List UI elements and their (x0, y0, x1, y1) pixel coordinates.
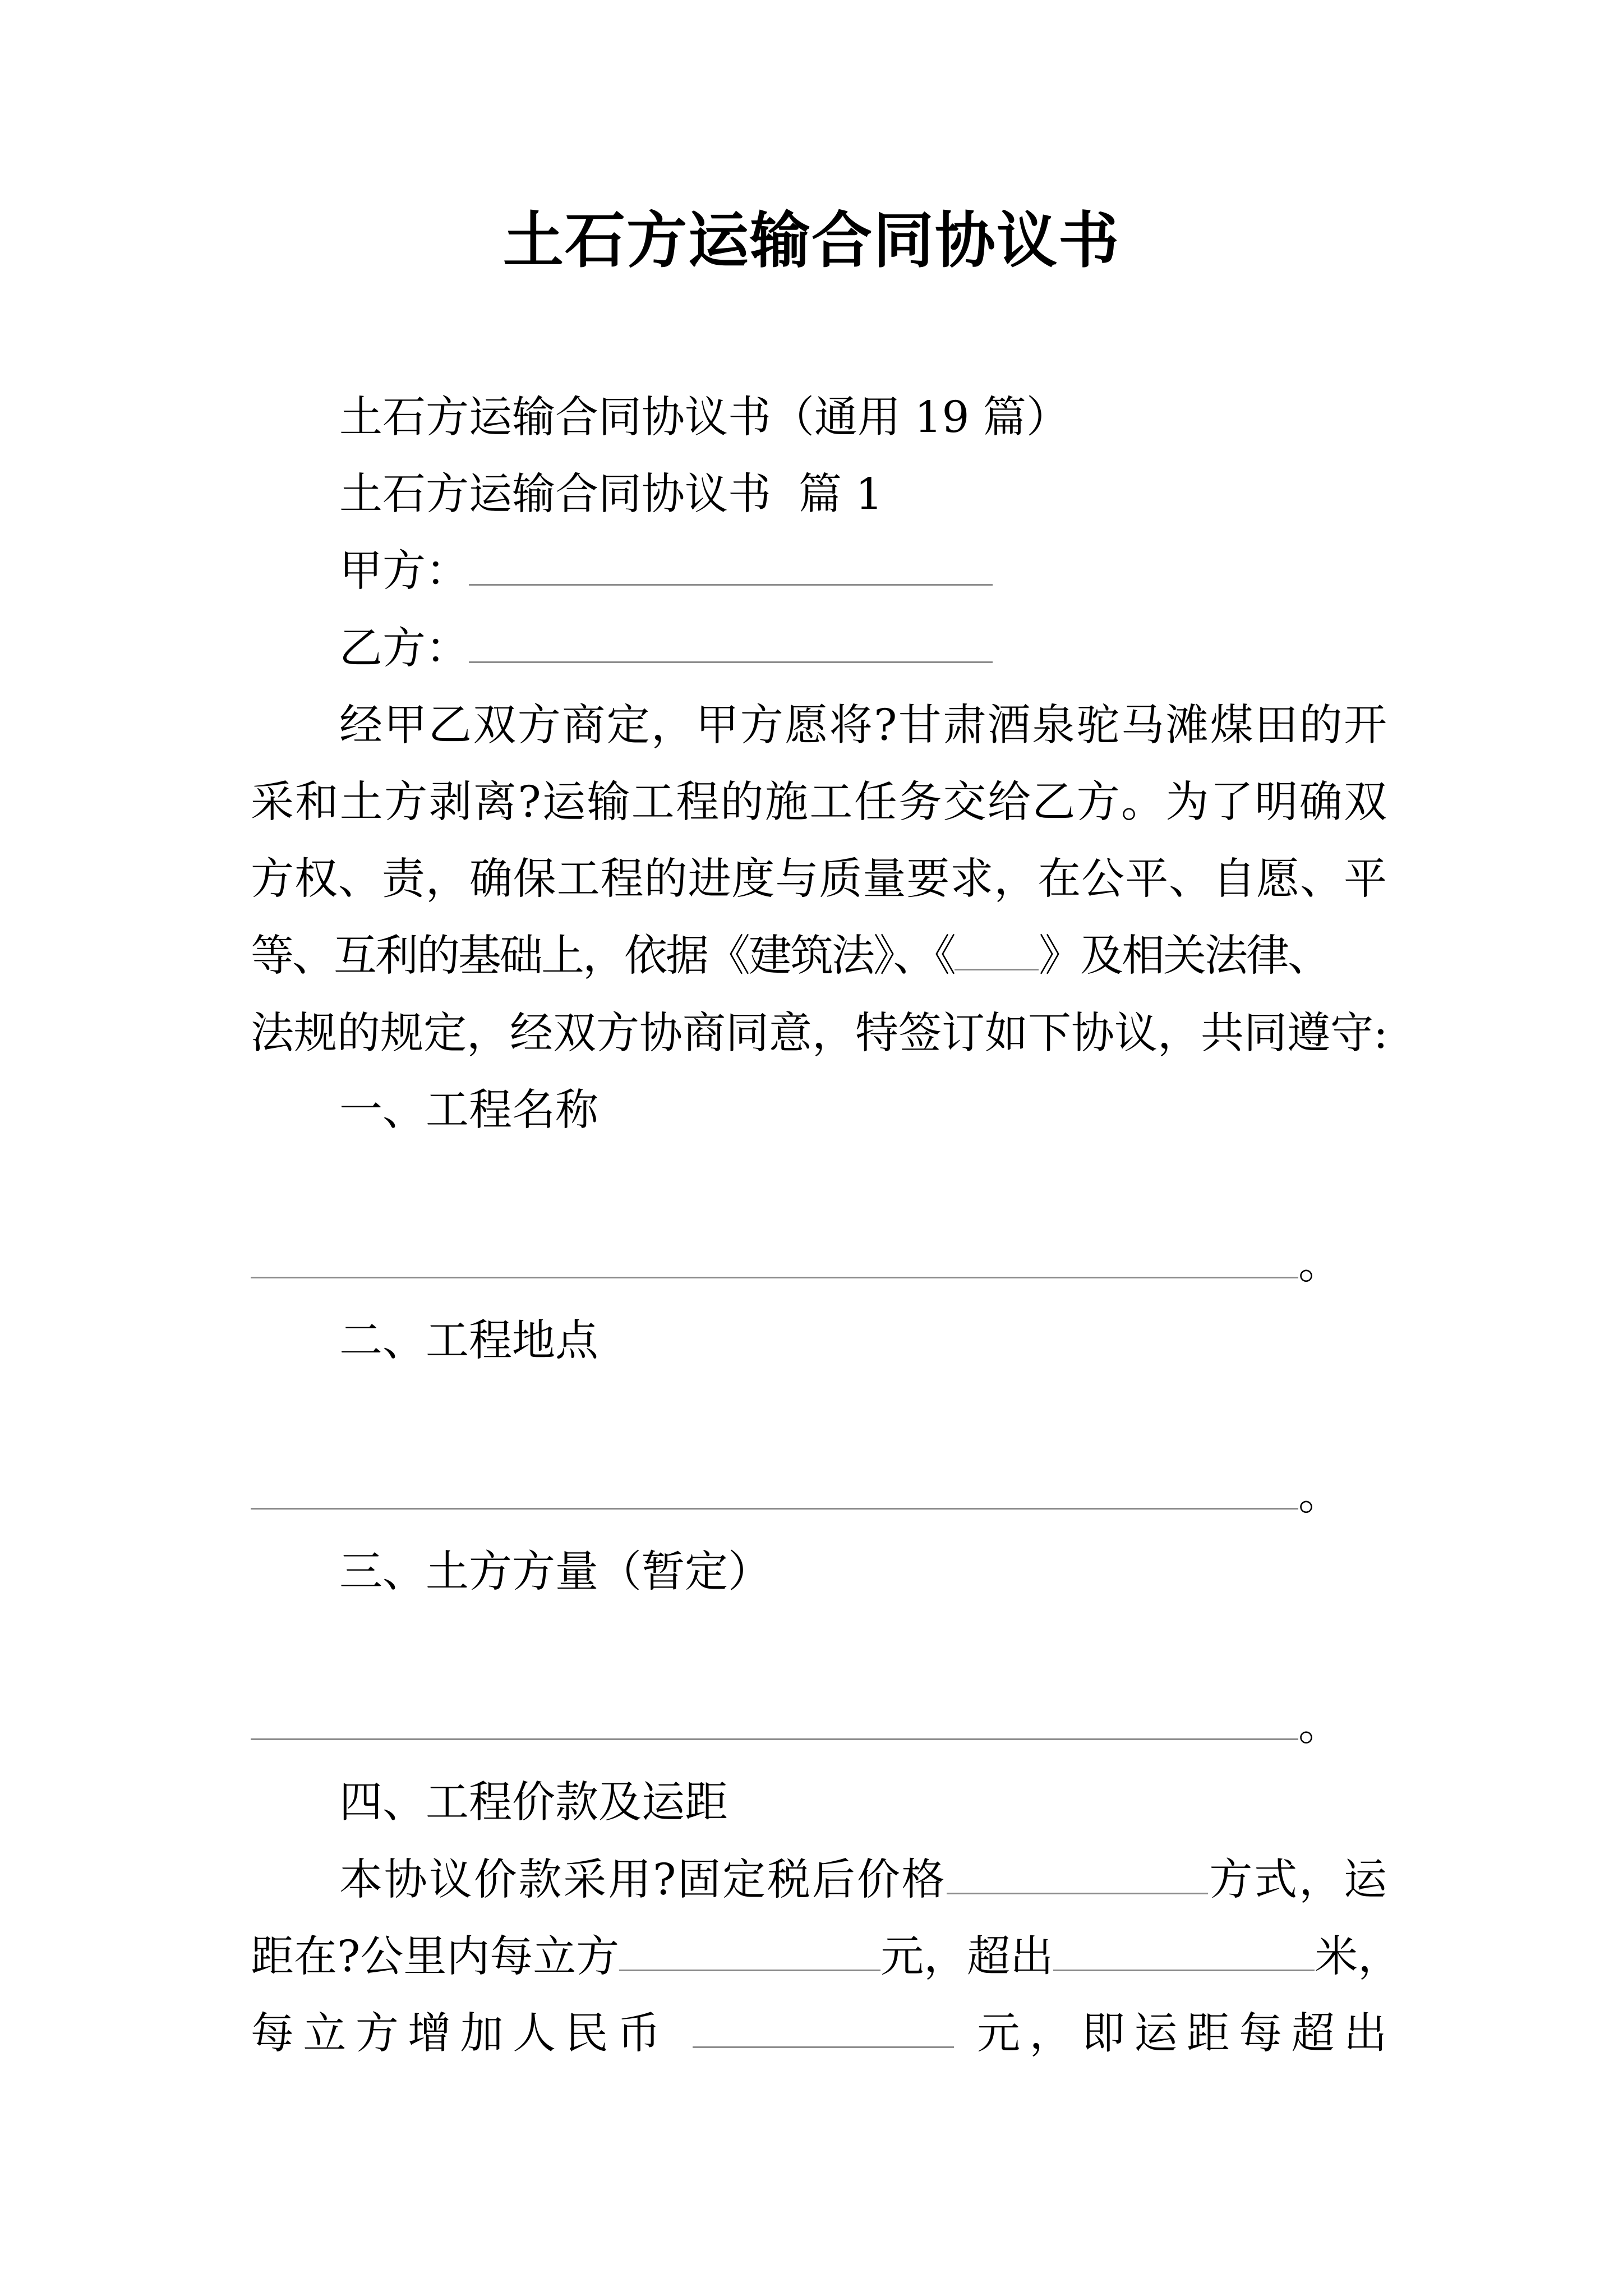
intro-line-4-after: 》及相关法律、 (1039, 931, 1329, 982)
price-line-3-before: 每立方增加人民币 (251, 2008, 670, 2059)
document-title: 土石方运输合同协议书 (502, 205, 1120, 276)
document-subtitle: 土石方运输合同协议书（通用 19 篇） (339, 393, 1069, 443)
party-a-line (251, 533, 1387, 610)
party-a-blank (469, 583, 993, 586)
section-1-fill-line (251, 1226, 1387, 1303)
intro-line-3: 方权、责，确保工程的进度与质量要求，在公平、自愿、平 (251, 854, 1387, 905)
section-1-end-mark: 。 (1298, 1239, 1341, 1290)
price-line-2-before: 距在?公里内每立方 (251, 1931, 620, 1982)
section-4-heading: 四、工程价款及运距 (339, 1778, 728, 1828)
section-2-end-mark: 。 (1298, 1470, 1341, 1520)
article-heading: 土石方运输合同协议书 篇 1 (339, 470, 883, 520)
price-line-1-before: 本协议价款采用?固定税后价格 (339, 1855, 947, 1905)
document-body (251, 379, 1401, 2072)
section-3-fill-line (251, 1687, 1387, 1764)
section-3-end-mark: 。 (1298, 1701, 1341, 1751)
project-location-blank (251, 1507, 1298, 1510)
intro-line-2: 采和土方剥离?运输工程的施工任务交给乙方。为了明确双 (251, 777, 1387, 827)
fixed-price-blank (947, 1892, 1208, 1894)
party-b-label: 乙方： (339, 623, 469, 674)
party-b-blank (469, 661, 993, 663)
blank-line (251, 1149, 1387, 1226)
unit-price-blank (619, 1969, 880, 1971)
intro-line-4 (251, 918, 1387, 995)
intro-line-4-before: 等、互利的基础上，依据《建筑法》、《 (251, 931, 955, 982)
price-line-3-after: 元，即运距每超出 (977, 2008, 1387, 2059)
price-line-2-after: 米， (1315, 1931, 1401, 1982)
blank-line (251, 1611, 1387, 1687)
blank-line (251, 1379, 1387, 1456)
section-2-fill-line (251, 1457, 1387, 1534)
law-name-blank (955, 968, 1039, 970)
section-3-heading: 三、土方方量（暂定） (339, 1547, 771, 1597)
price-line-3 (251, 1995, 1387, 2072)
price-line-2-middle: 元，超出 (880, 1931, 1054, 1982)
intro-line-1: 经甲乙双方商定，甲方愿将?甘肃酒泉驼马滩煤田的开 (339, 700, 1387, 751)
earthwork-volume-blank (251, 1738, 1298, 1740)
price-line-1-after: 方式，运 (1207, 1855, 1387, 1905)
surcharge-blank (693, 2046, 954, 2048)
price-line-2 (251, 1918, 1401, 1995)
project-name-blank (251, 1276, 1298, 1278)
party-b-line (251, 610, 1387, 687)
intro-line-5: 法规的规定，经双方协商同意，特签订如下协议，共同遵守: (251, 1008, 1388, 1059)
price-line-1 (251, 1842, 1387, 1918)
section-1-heading: 一、工程名称 (339, 1085, 598, 1135)
party-a-label: 甲方： (339, 546, 469, 597)
excess-distance-blank (1053, 1969, 1315, 1971)
section-2-heading: 二、工程地点 (339, 1316, 598, 1366)
